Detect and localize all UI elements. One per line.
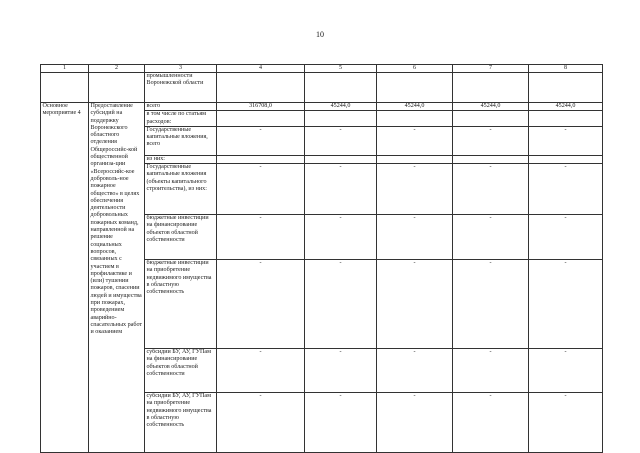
header-cell: 7 (453, 65, 529, 73)
value-cell: - (377, 215, 453, 260)
empty-cell (217, 73, 305, 103)
row-label: бюджетные инвестиции на приобретение недвижимого имущества в областную собственность (145, 260, 217, 349)
value-cell: - (217, 126, 305, 155)
value-cell: - (377, 126, 453, 155)
value-cell (453, 111, 529, 127)
value-cell: - (377, 260, 453, 349)
row-label: Государственные капитальные вложения, всего (145, 126, 217, 155)
value-cell: - (529, 393, 603, 453)
value-cell: - (453, 164, 529, 215)
value-cell (377, 111, 453, 127)
value-cell: - (305, 164, 377, 215)
header-cell: 8 (529, 65, 603, 73)
row-label: бюджетные инвестиции на финансирование объектов областной собственности (145, 215, 217, 260)
continuation-row (41, 73, 603, 103)
value-cell: - (217, 260, 305, 349)
value-cell (529, 155, 603, 163)
value-cell: - (529, 215, 603, 260)
continuation-label: промышленности Воронежской области (145, 73, 217, 103)
value-cell (305, 155, 377, 163)
empty-cell (89, 73, 145, 103)
value-cell: - (453, 215, 529, 260)
value-cell: - (217, 215, 305, 260)
value-cell: - (529, 260, 603, 349)
value-cell: - (453, 260, 529, 349)
value-cell: - (305, 260, 377, 349)
value-cell: - (453, 126, 529, 155)
header-row (41, 65, 603, 73)
value-cell (377, 155, 453, 163)
table-row-total (41, 103, 603, 111)
value-cell (305, 111, 377, 127)
value-cell (453, 155, 529, 163)
value-cell: 45244,0 (377, 103, 453, 111)
value-cell: 316708,0 (217, 103, 305, 111)
value-cell: - (453, 393, 529, 453)
row-label: субсидии БУ, АУ, ГУПам на финансирование объектов областной собственности (145, 349, 217, 393)
value-cell: - (217, 349, 305, 393)
header-cell: 3 (145, 65, 217, 73)
value-cell: - (377, 349, 453, 393)
value-cell: - (305, 393, 377, 453)
header-cell: 6 (377, 65, 453, 73)
row-label: всего (145, 103, 217, 111)
header-cell: 1 (41, 65, 89, 73)
empty-cell (529, 73, 603, 103)
value-cell: 45244,0 (529, 103, 603, 111)
value-cell: - (305, 126, 377, 155)
value-cell: 45244,0 (305, 103, 377, 111)
value-cell (529, 111, 603, 127)
event-name-cell: Основное мероприятие 4 (41, 103, 89, 453)
value-cell: - (217, 393, 305, 453)
empty-cell (377, 73, 453, 103)
header-cell: 2 (89, 65, 145, 73)
row-label: в том числе по статьям расходов: (145, 111, 217, 127)
value-cell: - (377, 164, 453, 215)
empty-cell (305, 73, 377, 103)
empty-cell (453, 73, 529, 103)
event-description-cell: Предоставление субсидий на поддержку Воронежского областного отделения Общероссийс-кой общественной организа-ции «Всероссийс-кое доброволь-ное пожарное общество» в целях обеспечения деятельности добровольных пожарных команд, направленной на решение социальных вопросов, связанных с участием в профилактике и (или) тушении пожаров, спасении людей и имущества при пожарах, проведением аварийно-спасательных работ и оказанием (89, 103, 145, 453)
empty-cell (41, 73, 89, 103)
row-label: из них: (145, 155, 217, 163)
header-cell: 4 (217, 65, 305, 73)
value-cell: - (529, 349, 603, 393)
row-label: субсидии БУ, АУ, ГУПам на приобретение недвижимого имущества в областную собственность (145, 393, 217, 453)
value-cell: 45244,0 (453, 103, 529, 111)
value-cell (217, 111, 305, 127)
value-cell (217, 155, 305, 163)
value-cell: - (453, 349, 529, 393)
value-cell: - (305, 215, 377, 260)
value-cell: - (529, 126, 603, 155)
budget-table (40, 64, 603, 453)
header-cell: 5 (305, 65, 377, 73)
row-label: Государственные капитальные вложения (объекты капитального строительства), из них: (145, 164, 217, 215)
value-cell: - (305, 349, 377, 393)
page-number: 10 (316, 30, 324, 39)
value-cell: - (529, 164, 603, 215)
value-cell: - (377, 393, 453, 453)
value-cell: - (217, 164, 305, 215)
